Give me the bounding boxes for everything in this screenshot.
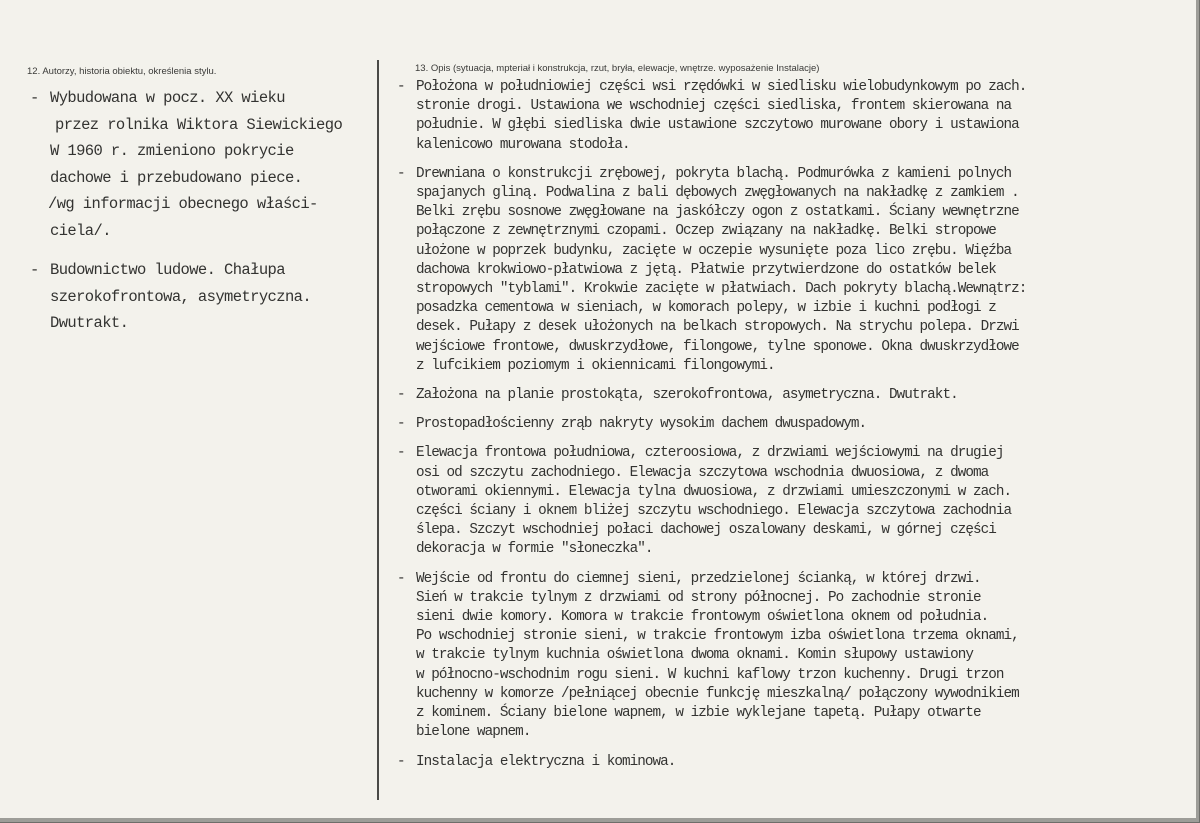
description-line: bielone wapnem. <box>416 724 531 741</box>
history-line: /wg informacji obecnego właści- <box>48 195 318 213</box>
description-line: Prostopadłościenny zrąb nakryty wysokim dachem dwuspadowym. <box>416 416 867 433</box>
description-line: Sień w trakcie tylnym z drzwiami od strony północnej. Po zachodnie stronie <box>416 589 981 606</box>
style-line: Budownictwo ludowe. Chałupa <box>50 261 285 279</box>
bullet-dash: - <box>30 261 39 279</box>
description-line: Instalacja elektryczna i kominowa. <box>416 753 676 770</box>
bullet-dash: - <box>397 753 405 770</box>
bullet-dash: - <box>397 387 405 404</box>
history-column <box>30 85 380 337</box>
elevations-paragraph <box>397 444 1197 559</box>
description-line: osi od szczytu zachodniego. Elewacja szczytowa wschodnia dwuosiowa, z dwoma <box>416 464 989 481</box>
description-line: kalenicowo murowana stodoła. <box>416 136 630 153</box>
history-line: przez rolnika Wiktora Siewickiego <box>55 115 343 134</box>
bullet-dash: - <box>30 89 39 107</box>
description-line: ślepa. Szczyt wschodniej połaci dachowej oszalowany deskami, w górnej części <box>416 522 996 539</box>
description-line: dekoracja w formie "słoneczka". <box>416 541 653 558</box>
bullet-dash: - <box>397 445 405 462</box>
description-line: połączone z zewnętrznymi czopami. Oczep związany na nakładkę. Belki stropowe <box>416 223 996 240</box>
bullet-dash: - <box>397 165 405 182</box>
history-line: ciela/. <box>50 221 111 240</box>
description-line: ułożone w poprzek budynku, zacięte w oczepie wysunięte poza lico zrębu. Więźba <box>416 242 1012 259</box>
style-paragraph <box>30 257 380 337</box>
style-line: Dwutrakt. <box>50 314 129 332</box>
description-line: Drewniana o konstrukcji zrębowej, pokryta blachą. Podmurówka z kamieni polnych <box>416 165 1012 182</box>
description-line: kuchenny w komorze /pełniącej obecnie funkcję mieszkalną/ połączony wywodnikiem <box>416 685 1019 702</box>
description-line: Belki zrębu sosnowe zwęgłowane na jaskółczy ogon z ostatkami. Ściany wewnętrzne <box>416 204 1019 221</box>
description-line: Elewacja frontowa południowa, czteroosiowa, z drzwiami wejściowymi na drugiej <box>416 445 1004 462</box>
description-line: spajanych gliną. Podwalina z bali dębowych zwęgłowanych na nakładkę z zamkiem . <box>416 185 1019 202</box>
description-line: otworami okiennymi. Elewacja tylna dwuosiowa, z drzwiami umieszczonymi w zach. <box>416 483 1012 500</box>
location-paragraph <box>397 78 1197 155</box>
description-line: Założona na planie prostokąta, szerokofrontowa, asymetryczna. Dwutrakt. <box>416 387 958 404</box>
description-line: z lufcikiem poziomym i okiennicami filongowymi. <box>416 357 775 374</box>
description-line: południe. W głębi siedliska dwie ustawione szczytowo murowane obory i ustawiona <box>416 117 1019 134</box>
description-line: w północno-wschodnim rogu sieni. W kuchni kaflowy trzon kuchenny. Drugi trzon <box>416 666 1004 683</box>
description-line: w trakcie tylnym kuchnia oświetlona dwoma oknami. Komin słupowy ustawiony <box>416 647 973 664</box>
construction-paragraph <box>397 165 1197 376</box>
history-line: dachowe i przebudowano piece. <box>50 168 303 187</box>
bullet-dash: - <box>397 79 405 95</box>
history-paragraph <box>30 85 380 244</box>
description-line: Wejście od frontu do ciemnej sieni, przedzielonej ścianką, w której drzwi. <box>416 570 981 587</box>
bullet-dash: - <box>397 416 405 433</box>
description-line: posadzka cementowa w sieniach, w komorach polepy, w izbie i kuchni podłogi z <box>416 300 996 317</box>
description-line: stropowych "tyblami". Krokwie zacięte w płatwiach. Dach pokryty blachą.Wewnątrz: <box>416 281 1027 298</box>
field-13-label: 13. Opis (sytuacja, mpteriał i konstrukcja, rzut, bryła, elewacje, wnętrze. wyposażenie Instalacje) <box>415 63 820 74</box>
plan-paragraph <box>397 386 1197 405</box>
description-line: sieni dwie komory. Komora w trakcie frontowym oświetlona oknem od południa. <box>416 609 989 626</box>
history-line: Wybudowana w pocz. XX wieku <box>50 89 285 107</box>
description-line: części ściany i oknem bliżej szczytu wschodniego. Elewacja szczytowa zachodnia <box>416 503 1012 520</box>
description-line: stronie drogi. Ustawiona we wschodniej części siedliska, frontem skierowana na <box>416 98 1012 115</box>
style-line: szerokofrontowa, asymetryczna. <box>50 287 312 306</box>
description-line: wejściowe frontowe, dwuskrzydłowe, filongowe, tylne sponowe. Okna dwuskrzydłowe <box>416 338 1019 355</box>
description-line: z kominem. Ściany bielone wapnem, w izbie wyklejane tapetą. Pułapy otwarte <box>416 705 981 722</box>
installations-paragraph <box>397 753 1197 772</box>
description-line: Po wschodniej stronie sieni, w trakcie frontowym izba oświetlona trzema oknami, <box>416 628 1019 645</box>
form-paragraph <box>397 415 1197 434</box>
history-line: W 1960 r. zmieniono pokrycie <box>50 142 294 160</box>
bullet-dash: - <box>397 570 405 587</box>
description-column <box>397 78 1197 772</box>
description-line: Położona w południowiej części wsi rzędówki w siedlisku wielobudynkowym po zach. <box>416 79 1027 95</box>
description-line: dachowa krokwiowo-płatwiowa z jętą. Płatwie przytwierdzone do ostatków belek <box>416 261 996 278</box>
interior-paragraph <box>397 570 1197 743</box>
description-line: desek. Pułapy z desek ułożonych na belkach stropowych. Na strychu polepa. Drzwi <box>416 319 1019 336</box>
field-12-label: 12. Autorzy, historia obiektu, określenia stylu. <box>27 66 217 77</box>
